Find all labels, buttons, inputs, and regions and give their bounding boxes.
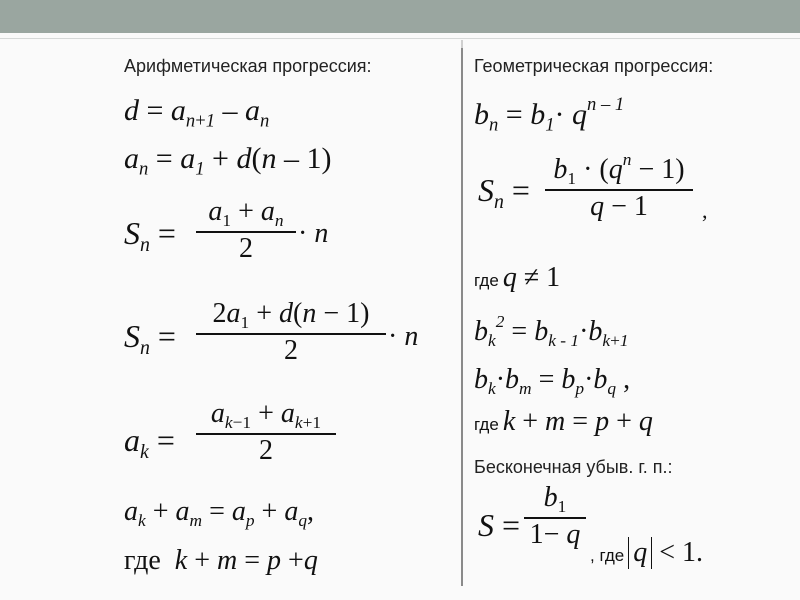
- geometric-heading: Геометрическая прогрессия:: [474, 56, 714, 76]
- formula-middle-term: $a_k$ =: [124, 422, 175, 463]
- formula-sum-2-fraction: $2a_1 + d(n - 1)$ 2: [196, 298, 386, 367]
- divider-stub: [461, 40, 463, 48]
- formula-geo-property: $b_k\cdot b_m = b_p\cdot b_q$ ,: [474, 364, 631, 399]
- where-label: где: [124, 545, 161, 576]
- formula-property-condition: где k + m = p +q: [124, 545, 318, 576]
- column-divider: [461, 48, 463, 586]
- infinite-progression-heading: Бесконечная убыв. г. п.:: [474, 457, 673, 477]
- arithmetic-heading: Арифметическая прогрессия:: [124, 56, 372, 76]
- formula-property: $a_k + a_m = a_p + a_q$,: [124, 496, 315, 531]
- formula-geo-sum-fraction: $b_1 \cdot (q^n - 1)$ q − 1: [545, 150, 693, 223]
- formula-geo-condition: где q ≠ 1: [474, 262, 561, 293]
- formula-difference: $d = a_{n+1} - a_n$: [124, 94, 270, 132]
- where-label-3: где: [474, 415, 499, 434]
- formula-geo-sum: $S_n$ =: [478, 172, 530, 213]
- formula-middle-term-fraction: $a_{k-1} + a_{k+1}$ 2: [196, 398, 336, 467]
- formula-geo-middle: $b_k^2 = b_{k - 1}\cdot b_{k+1}$: [474, 312, 629, 351]
- formula-infinite-sum-fraction: $b_1$ 1− q: [524, 482, 586, 551]
- where-label-4: , где: [590, 546, 625, 565]
- formula-geo-property-condition: где k + m = p + q: [474, 406, 653, 437]
- formula-sum-2-tail: · n: [388, 321, 419, 352]
- formula-geo-sum-comma: ,: [702, 198, 708, 223]
- formula-sum-1-tail: · n: [298, 218, 329, 249]
- formula-sum-1-fraction: $a_1 + a_n$ 2: [196, 196, 296, 265]
- formula-nth-term: $a_n = a_1 + d(n - 1)$: [124, 142, 332, 180]
- formula-sum-1: $S_n$ =: [124, 215, 176, 256]
- formula-sum-2: $S_n$ =: [124, 318, 176, 359]
- top-bar: [0, 0, 800, 33]
- formula-geo-nth-term: $b_n = b_1\cdot q^{n - 1}$: [474, 94, 625, 136]
- top-rule: [0, 38, 800, 39]
- formula-infinite-condition: , где q < 1.: [590, 537, 704, 568]
- formula-infinite-sum: S =: [478, 507, 521, 543]
- where-label-2: где: [474, 271, 499, 290]
